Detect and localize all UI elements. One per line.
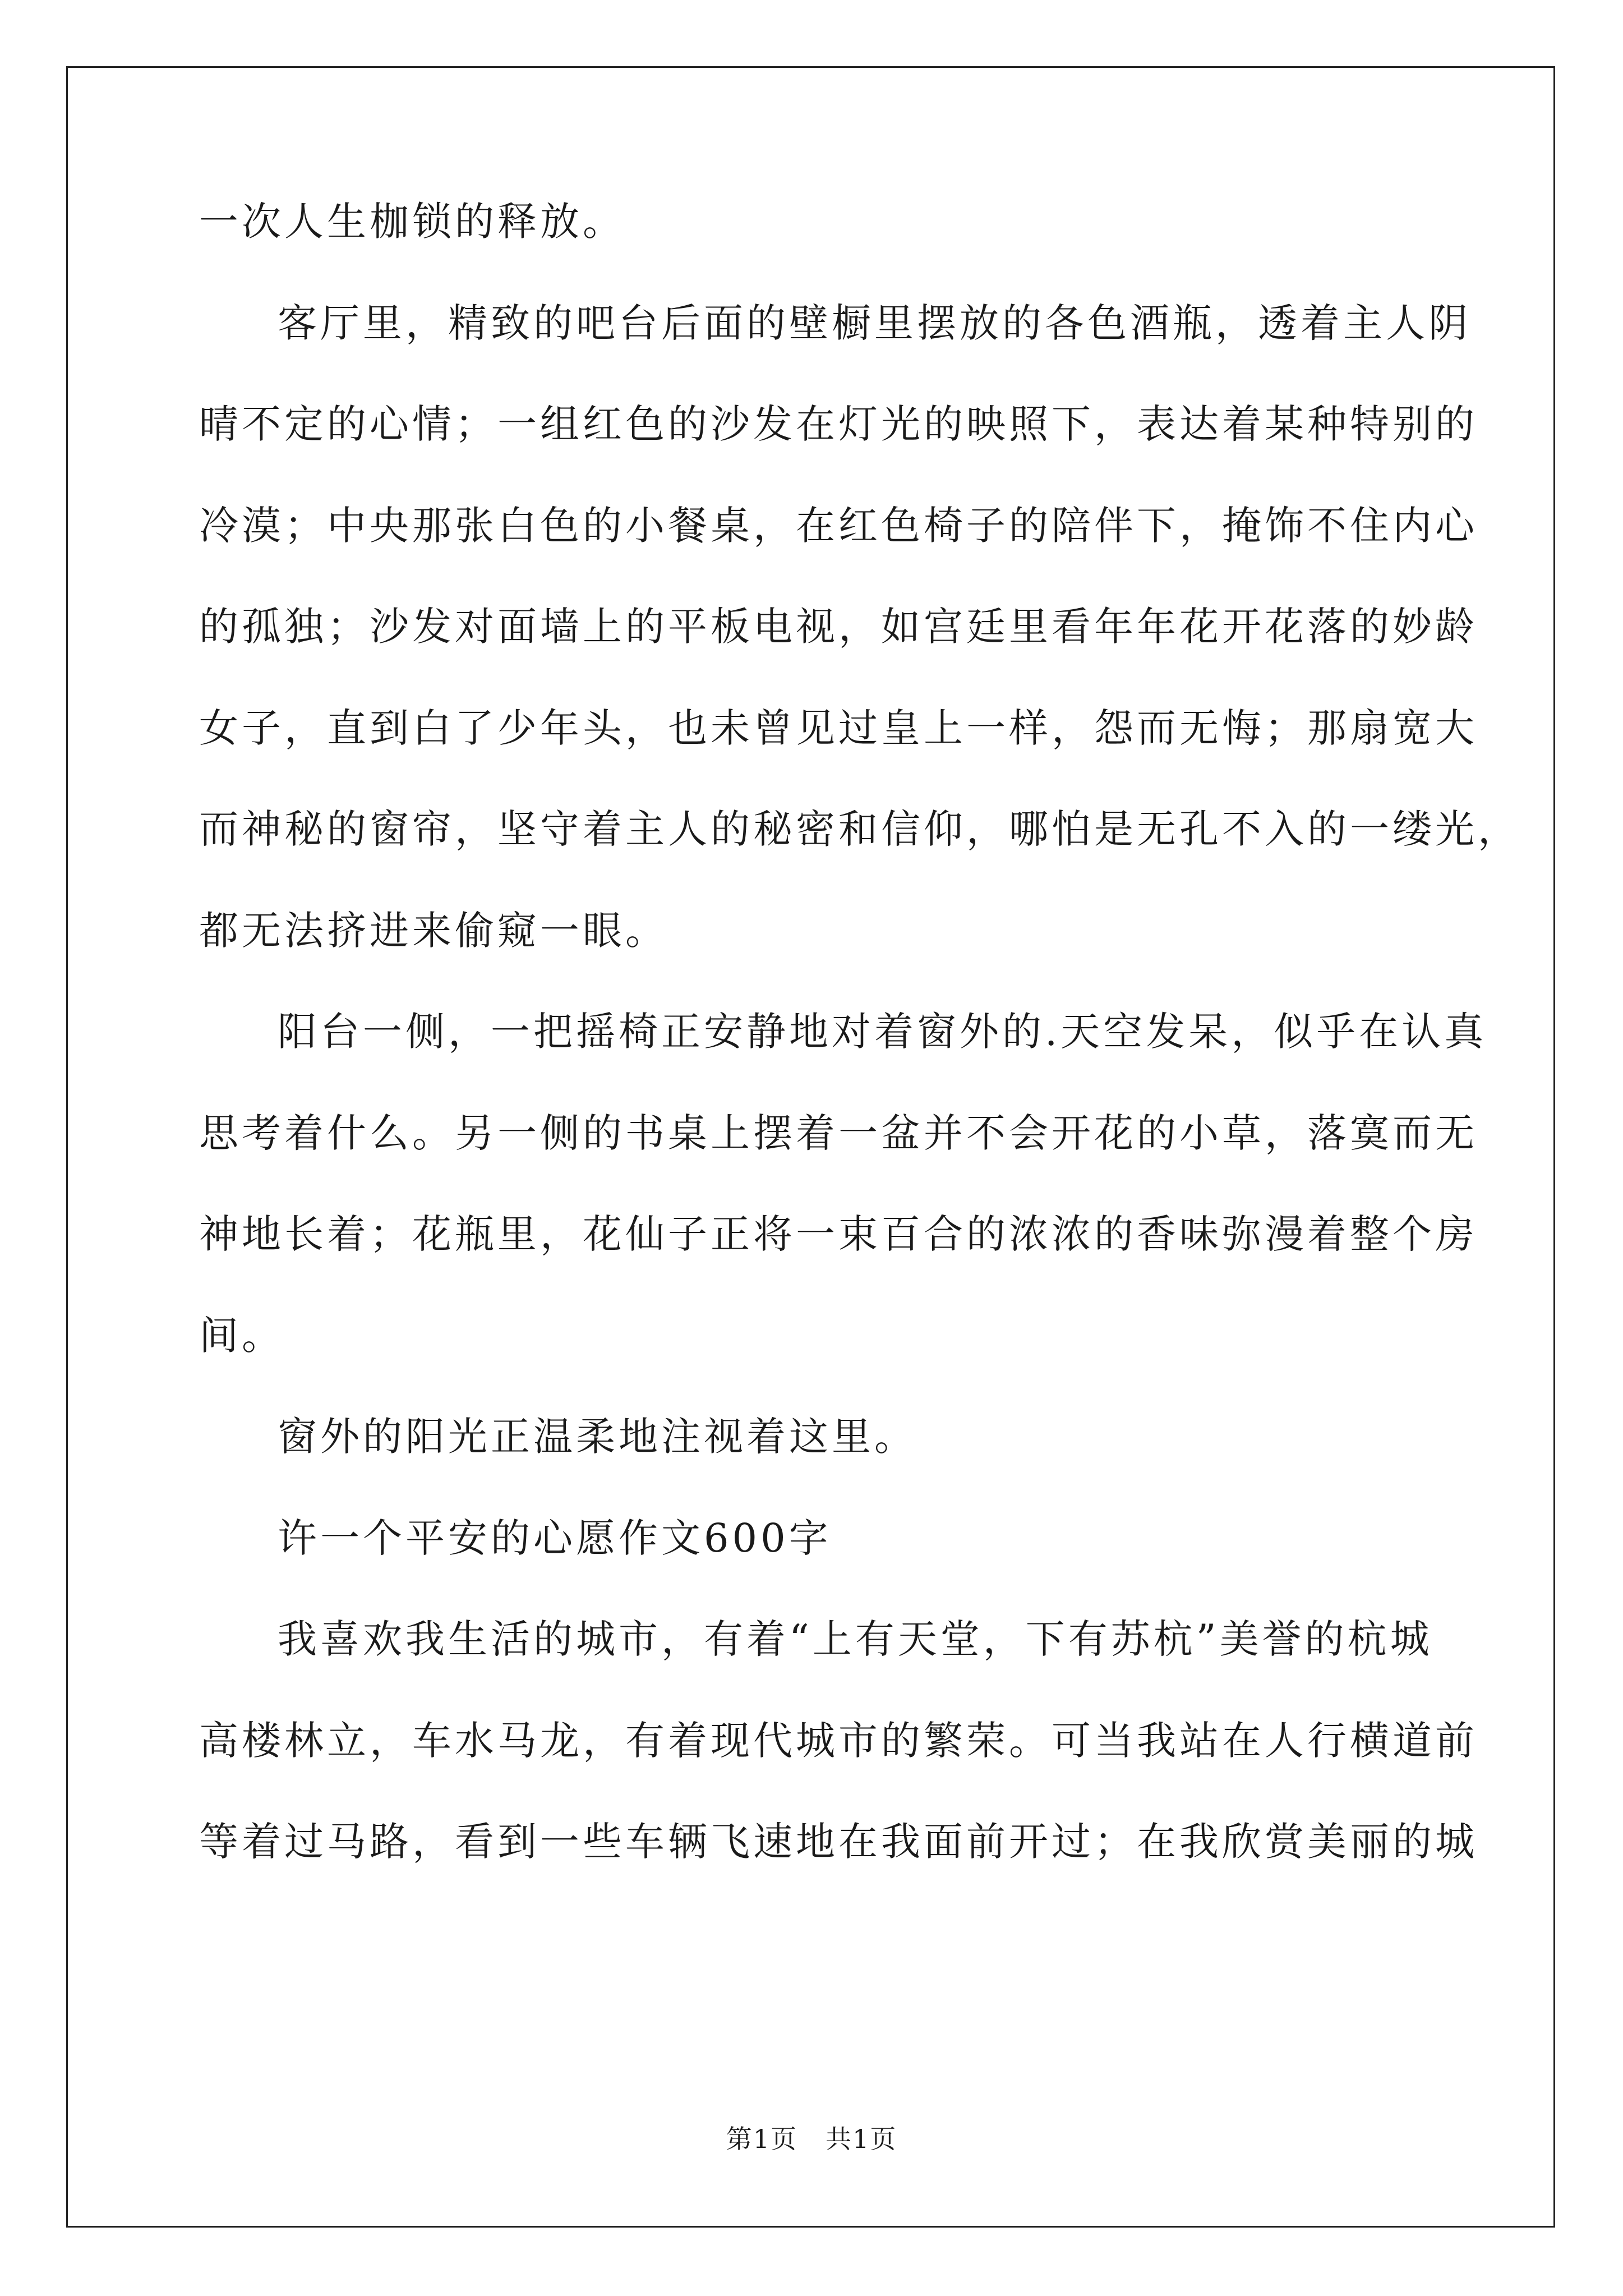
text-line: 冷漠；中央那张白色的小餐桌，在红色椅子的陪伴下，掩饰不住内心 xyxy=(199,502,1478,549)
text-line: 神地长着；花瓶里，花仙子正将一束百合的浓浓的香味弥漫着整个房 xyxy=(199,1211,1478,1257)
page-number-total: 共1页 xyxy=(826,2124,897,2154)
essay-title: 许一个平安的心愿作文600字 xyxy=(278,1515,832,1561)
text-line: 等着过马路，看到一些车辆飞速地在我面前开过；在我欣赏美丽的城 xyxy=(199,1819,1478,1865)
text-line: 女子，直到白了少年头，也未曾见过皇上一样，怨而无悔；那扇宽大 xyxy=(199,705,1478,751)
text-line: 我喜欢我生活的城市，有着“上有天堂，下有苏杭”美誉的杭城 xyxy=(278,1616,1433,1662)
page-footer xyxy=(0,2123,1623,2155)
text-line: 的孤独；沙发对面墙上的平板电视，如宫廷里看年年花开花落的妙龄 xyxy=(199,604,1478,650)
text-line: 一次人生枷锁的释放。 xyxy=(199,199,625,245)
text-line: 阳台一侧，一把摇椅正安静地对着窗外的.天空发呆，似乎在认真 xyxy=(278,1009,1487,1055)
text-line: 客厅里，精致的吧台后面的壁橱里摆放的各色酒瓶，透着主人阴 xyxy=(278,300,1471,346)
text-line: 晴不定的心情；一组红色的沙发在灯光的映照下，表达着某种特别的 xyxy=(199,401,1478,447)
text-line: 都无法挤进来偷窥一眼。 xyxy=(199,907,668,954)
page-number-current: 第1页 xyxy=(726,2124,797,2154)
text-line: 思考着什么。另一侧的书桌上摆着一盆并不会开花的小草，落寞而无 xyxy=(199,1110,1478,1156)
text-line: 而神秘的窗帘，坚守着主人的秘密和信仰，哪怕是无孔不入的一缕光， xyxy=(199,806,1520,852)
text-line: 高楼林立，车水马龙，有着现代城市的繁荣。可当我站在人行横道前 xyxy=(199,1717,1478,1764)
text-line: 窗外的阳光正温柔地注视着这里。 xyxy=(278,1414,917,1460)
text-line: 间。 xyxy=(199,1312,284,1359)
